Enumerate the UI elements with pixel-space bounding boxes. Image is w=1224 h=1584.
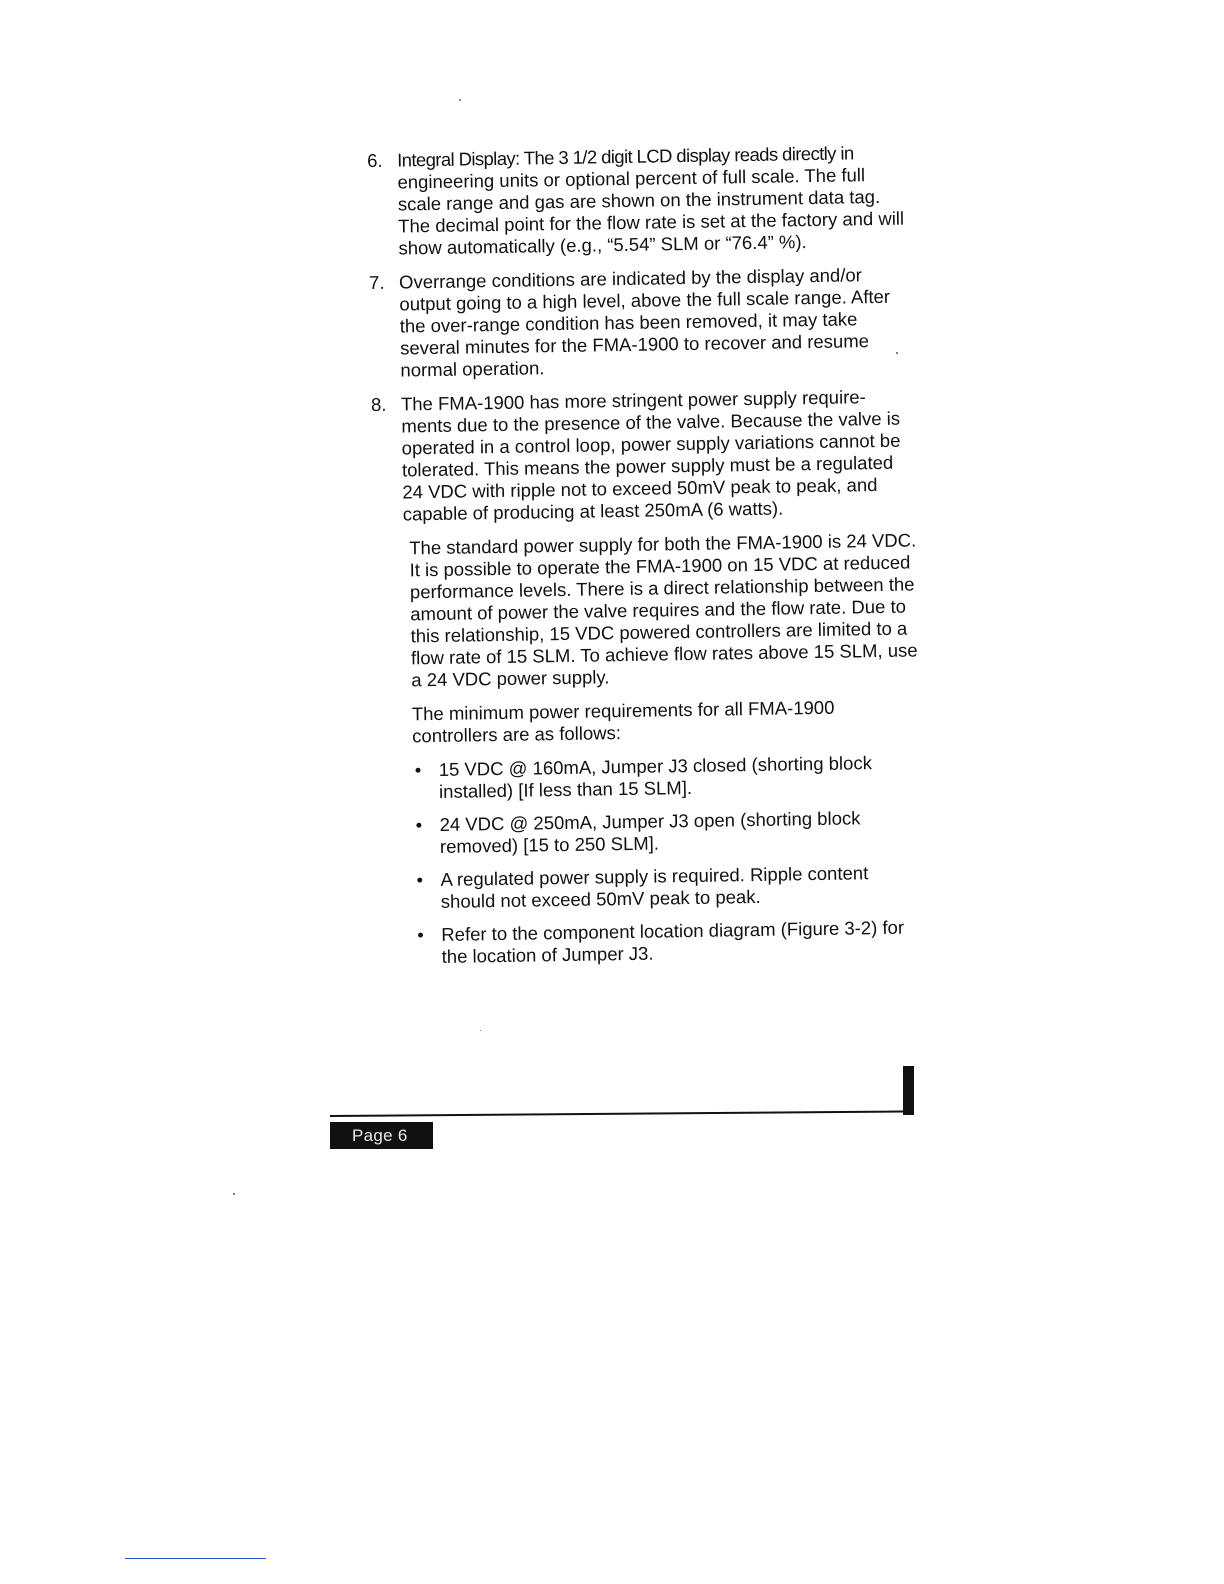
item-text: Overrange conditions are indicated by the display and/or output going to a high level, above the full scale range. After the over-range condition has been removed, it may take several minutes for the FMA-1900 to recover and resume normal operation. <box>398 264 891 381</box>
bullet-icon: • <box>417 924 424 946</box>
scan-speck <box>233 1193 235 1195</box>
list-item <box>413 751 923 803</box>
list-item-text: 24 VDC @ 250mA, Jumper J3 open (shorting block removed) [15 to 250 SLM]. <box>439 807 861 857</box>
item-number: 7. <box>368 271 385 293</box>
paragraph-power-supply: The standard power supply for both the FMA-1900 is 24 VDC. It is possible to operate the FMA-1900 on 15 VDC at reduced performance levels. There is a direct relationship between the amount of power the valve requires and the flow rate. Due to this relationship, 15 VDC powered controllers are limited to a flow rate of 15 SLM. To achieve flow rates above 15 SLM, use a 24 VDC power supply. <box>409 529 918 691</box>
item-number: 8. <box>370 393 387 415</box>
item-lead-text: Integral Display: The 3 1/2 digit LCD display reads directly in <box>396 142 854 171</box>
scan-speck <box>459 99 461 101</box>
list-item <box>413 806 923 858</box>
page-number-tab <box>330 1122 433 1149</box>
paragraph-minimum-requirements: The minimum power requirements for all FMA-1900 controllers are as follows: <box>411 696 835 747</box>
numbered-item-6 <box>367 141 914 260</box>
page-number-label: Page 6 <box>352 1126 408 1145</box>
item-text: engineering units or optional percent of full scale. The full scale range and gas are shown on the instrument data tag. The decimal point for the flow rate is set at the factory and will show automatically (e.g., “5.54” SLM or “76.4” %). <box>397 164 905 259</box>
list-item-text: A regulated power supply is required. Ripple content should not exceed 50mV peak to peak. <box>440 862 869 912</box>
body-content <box>367 141 925 979</box>
numbered-item-8 <box>371 385 918 526</box>
list-item <box>414 861 924 913</box>
requirements-list <box>377 751 925 969</box>
footer-vertical-bar <box>903 1066 914 1115</box>
numbered-item-7 <box>369 263 916 382</box>
scan-speck <box>480 1030 481 1031</box>
item-number: 6. <box>367 149 383 171</box>
footer-rule <box>330 1110 914 1117</box>
bottom-edge-line <box>125 1558 266 1559</box>
item-text: The FMA-1900 has more stringent power supply require-ments due to the presence of the valve. Because the valve is operated in a control loop, power supply variations cannot be tolerated. This means the power supply must be a regulated 24 VDC with ripple not to exceed 50mV peak to peak, and capable of producing at least 250mA (6 watts). <box>400 386 901 525</box>
list-item-text: Refer to the component location diagram (Figure 3-2) for the location of Jumper J3. <box>441 916 905 967</box>
bullet-icon: • <box>415 814 423 836</box>
bullet-icon: • <box>414 759 422 781</box>
list-item-text: 15 VDC @ 160mA, Jumper J3 closed (shorting block installed) [If less than 15 SLM]. <box>438 752 873 802</box>
bullet-icon: • <box>416 869 424 891</box>
list-item <box>415 916 925 968</box>
